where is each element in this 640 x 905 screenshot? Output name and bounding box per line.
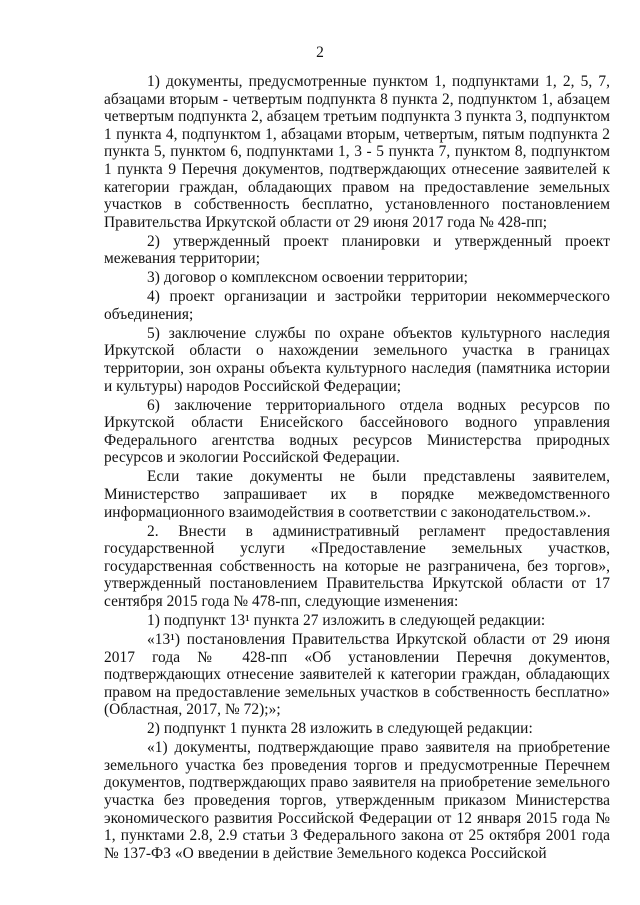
paragraph-subitem-6: 6) заключение территориального отдела водных ресурсов по Иркутской области Енисейского бассейнового водного управления Федерального агентства водных ресурсов Министерства природных ресурсов и экологии Российской Федерации. — [104, 396, 610, 467]
paragraph-item-2: 2. Внести в административный регламент предоставления государственной услуги «Предоставление земельных участков, государственная собственность на которые не разграничена, без торгов», утвержденный постановлением Правительства Иркутской области от 17 сентября 2015 года № 478-пп, следующие изменения: — [104, 522, 610, 610]
paragraph-change-2-text: «1) документы, подтверждающие право заявителя на приобретение земельного участка без проведения торгов и предусмотренные Перечнем документов, подтверждающих право заявителя на приобретение земельного участка без проведения торгов, утвержденным приказом Министерства экономического развития Российской Федерации от 12 января 2015 года № 1, пунктами 2.8, 2.9 статьи 3 Федерального закона от 25 октября 2001 года № 137-ФЗ «О введении в действие Земельного кодекса Российской — [104, 739, 610, 862]
paragraph-subitem-2: 2) утвержденный проект планировки и утвержденный проект межевания территории; — [104, 232, 610, 268]
paragraph-change-1-text: «13¹) постановления Правительства Иркутской области от 29 июня 2017 года № 428-пп «Об установлении Перечня документов, подтверждающих отнесение заявителей к категории граждан, обладающих правом на предоставление земельных участков в собственность бесплатно» (Областная, 2017, № 72);»; — [104, 630, 610, 719]
paragraph-subitem-4: 4) проект организации и застройки территории некоммерческого объединения; — [104, 288, 610, 323]
document-body — [104, 73, 610, 862]
paragraph-change-1-intro: 1) подпункт 13¹ пункта 27 изложить в следующей редакции: — [147, 611, 546, 629]
paragraph-subitem-3: 3) договор о комплексном освоении территории; — [147, 269, 468, 287]
paragraph-request-clause: Если такие документы не были представлены заявителем, Министерство запрашивает их в порядке межведомственного информационного взаимодействия в соответствии с законодательством.». — [104, 468, 610, 521]
paragraph-subitem-1: 1) документы, предусмотренные пунктом 1, подпунктами 1, 2, 5, 7, абзацами вторым - четвертым подпункта 8 пункта 2, подпунктом 1, абзацем четвертым подпункта 2, абзацем третьим подпункта 3 пункта 3, подпунктом 1 пункта 4, подпунктом 1, абзацами вторым, четвертым, пятым подпункта 2 пункта 5, пунктом 6, подпунктами 1, 3 - 5 пункта 7, пунктом 8, подпунктом 1 пункта 9 Перечня документов, подтверждающих отнесение заявителей к категории граждан, обладающих правом на предоставление земельных участков в собственность бесплатно, установленного постановлением Правительства Иркутской области от 29 июня 2017 года № 428-пп; — [104, 73, 610, 231]
paragraph-change-2-intro: 2) подпункт 1 пункта 28 изложить в следующей редакции: — [147, 720, 533, 738]
page-number: 2 — [316, 44, 324, 61]
paragraph-subitem-5: 5) заключение службы по охране объектов культурного наследия Иркутской области о нахождении земельного участка в границах территории, зон охраны объекта культурного наследия (памятника истории и культуры) народов Российской Федерации; — [104, 324, 610, 395]
